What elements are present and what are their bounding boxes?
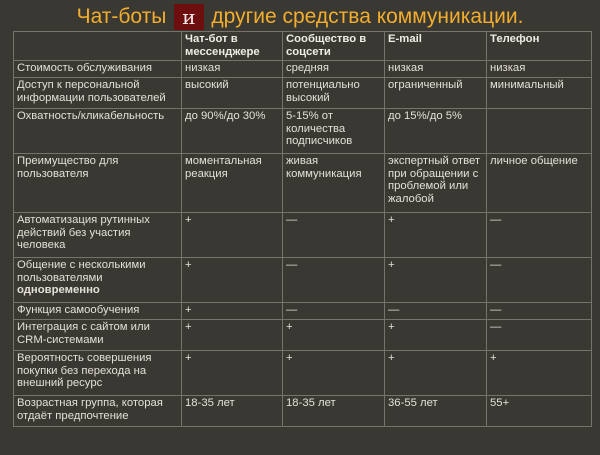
comparison-table: [13, 31, 592, 427]
table-cell: +: [182, 258, 283, 303]
row-label-emphasis: одновременно: [17, 284, 100, 297]
table-cell: +: [182, 213, 283, 258]
table-cell: живая коммуникация: [283, 154, 385, 213]
title-part-1: Чат-боты: [76, 5, 167, 28]
table-cell: +: [283, 351, 385, 396]
row-label: Охватность/кликабельность: [14, 109, 182, 154]
table-row: [14, 109, 592, 154]
row-label: Интеграция с сайтом или CRM-системами: [14, 320, 182, 351]
title-part-3: другие средства коммуникации.: [211, 5, 524, 28]
table-cell: —: [283, 258, 385, 303]
row-label: Вероятность совершения покупки без перехода на внешний ресурс: [14, 351, 182, 396]
table-cell: +: [487, 351, 592, 396]
table-cell: —: [283, 213, 385, 258]
table-cell: +: [283, 320, 385, 351]
table-cell: низкая: [182, 61, 283, 78]
row-label: Преимущество для пользователя: [14, 154, 182, 213]
table-row: [14, 61, 592, 78]
table-cell: высокий: [182, 78, 283, 109]
header-community: Сообщество в соцсети: [283, 32, 385, 61]
table-header-row: [14, 32, 592, 61]
table-row: [14, 396, 592, 427]
table-cell: +: [182, 320, 283, 351]
table-cell: потенциально высокий: [283, 78, 385, 109]
table-cell: минимальный: [487, 78, 592, 109]
table-cell: 5-15% от количества подписчиков: [283, 109, 385, 154]
table-row: [14, 78, 592, 109]
table-cell: низкая: [385, 61, 487, 78]
row-label: Доступ к персональной информации пользователей: [14, 78, 182, 109]
title-highlight: и: [174, 4, 203, 30]
row-label-text: Общение с несколькими пользователями: [17, 259, 146, 284]
row-label: Возрастная группа, которая отдаёт предпочтение: [14, 396, 182, 427]
page-title: [0, 4, 600, 30]
table-cell: —: [487, 303, 592, 320]
table-row: [14, 258, 592, 303]
table-cell: —: [385, 303, 487, 320]
table-cell: —: [487, 320, 592, 351]
table-row: [14, 213, 592, 258]
table-cell: низкая: [487, 61, 592, 78]
table-cell: 18-35 лет: [182, 396, 283, 427]
row-label: [14, 258, 182, 303]
table-cell: +: [385, 320, 487, 351]
header-phone: Телефон: [487, 32, 592, 61]
table-cell: до 15%/до 5%: [385, 109, 487, 154]
table-cell: +: [182, 303, 283, 320]
header-email: E-mail: [385, 32, 487, 61]
table-row: [14, 320, 592, 351]
header-chatbot: Чат-бот в мессенджере: [182, 32, 283, 61]
table-cell: +: [385, 351, 487, 396]
table-cell: ограниченный: [385, 78, 487, 109]
row-label: Функция самообучения: [14, 303, 182, 320]
table-cell: +: [385, 258, 487, 303]
table-header-corner: [14, 32, 182, 61]
table-cell: моментальная реакция: [182, 154, 283, 213]
table-row: [14, 351, 592, 396]
table-row: [14, 154, 592, 213]
table-cell: [487, 109, 592, 154]
table-cell: до 90%/до 30%: [182, 109, 283, 154]
table-cell: 55+: [487, 396, 592, 427]
table-cell: средняя: [283, 61, 385, 78]
row-label: Автоматизация рутинных действий без участия человека: [14, 213, 182, 258]
table-cell: личное общение: [487, 154, 592, 213]
row-label: Стоимость обслуживания: [14, 61, 182, 78]
table-cell: +: [385, 213, 487, 258]
table-cell: —: [283, 303, 385, 320]
table-cell: экспертный ответ при обращении с проблемой или жалобой: [385, 154, 487, 213]
table-cell: —: [487, 213, 592, 258]
table-cell: 18-35 лет: [283, 396, 385, 427]
table-row: [14, 303, 592, 320]
table-cell: 36-55 лет: [385, 396, 487, 427]
table-cell: —: [487, 258, 592, 303]
table-cell: +: [182, 351, 283, 396]
